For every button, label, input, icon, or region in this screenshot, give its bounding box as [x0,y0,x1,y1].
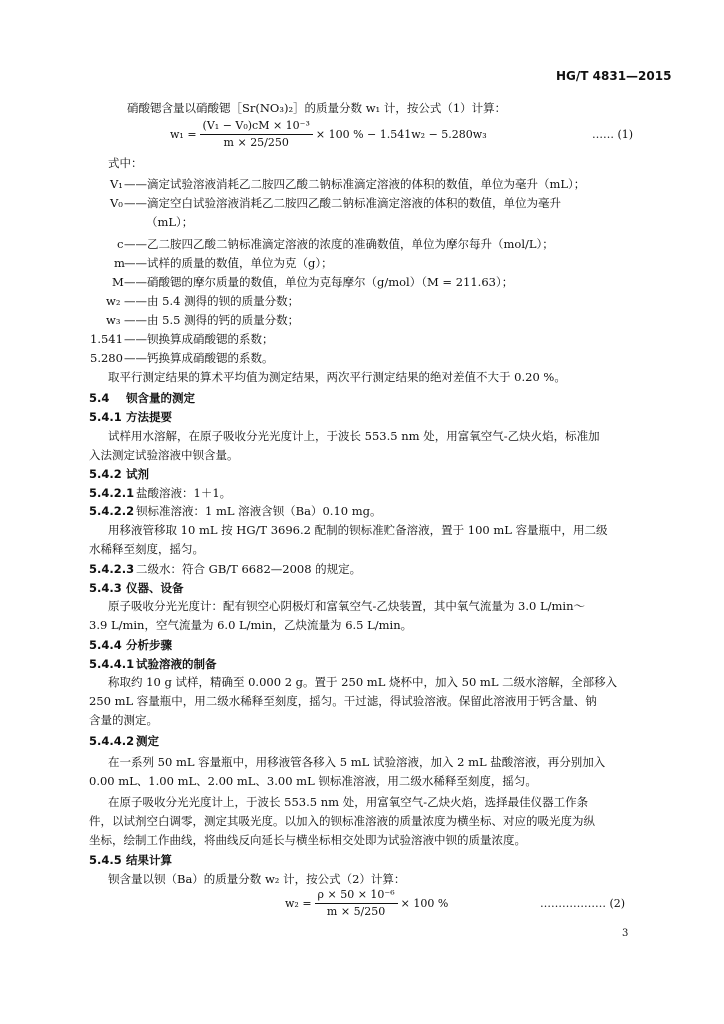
formula-2-number: ……………… (2) [540,897,626,910]
section-5-4-2-title: 试剂 [126,467,149,481]
paragraph-5-4-3-cont: 3.9 L/min，空气流量为 6.0 L/min，乙炔流量为 6.5 L/min。 [89,618,413,632]
def-text: ——钙换算成硝酸锶的系数。 [124,351,274,365]
section-5-4-2-3-text: 二级水：符合 GB/T 6682—2008 的规定。 [136,562,362,576]
def-text: ——试样的质量的数值，单位为克（g）； [124,256,333,270]
section-5-4-2-2-number: 5.4.2.2 [89,504,135,518]
def-text: ——乙二胺四乙酸二钠标准滴定溶液的浓度的准确数值，单位为摩尔每升（mol/L）； [124,237,554,251]
section-5-4-4-2-title: 测定 [136,734,159,748]
section-5-4-title: 钡含量的测定 [126,391,195,405]
def-symbol: w₂ [106,294,121,308]
formula-2-fraction [315,888,398,919]
def-symbol: m [114,256,125,270]
formula-1-fraction [200,119,313,150]
section-5-4-4-number: 5.4.4 [89,638,122,652]
standard-number: HG/T 4831—2015 [556,69,672,83]
formula-1-lhs: w₁ = [170,128,197,141]
paragraph-5-4-4-2a: 在一系列 50 mL 容量瓶中，用移液管各移入 5 mL 试验溶液，加入 2 mL 盐酸溶液，再分别加入 [108,755,606,769]
def-symbol: M [112,275,124,289]
def-symbol: V₀ [110,196,123,210]
def-text: ——钡换算成硝酸锶的系数； [124,332,274,346]
def-text: ——滴定空白试验溶液消耗乙二胺四乙酸二钠标准滴定溶液的体积的数值，单位为毫升 [124,196,561,210]
section-5-4-5-number: 5.4.5 [89,853,122,867]
paragraph-5-4-3: 原子吸收分光光度计：配有钡空心阴极灯和富氧空气-乙炔装置，其中氧气流量为 3.0 L/min～ [108,599,585,613]
formula-1-number: …… (1) [592,128,634,141]
section-5-4-1-title: 方法提要 [126,410,172,424]
formula-1 [170,119,487,150]
def-symbol: 5.280 [90,351,123,365]
parallel-result-note: 取平行测定结果的算术平均值为测定结果，两次平行测定结果的绝对差值不大于 0.20 %。 [108,370,566,384]
section-5-4-2-1-number: 5.4.2.1 [89,486,135,500]
section-5-4-3-number: 5.4.3 [89,581,122,595]
section-5-4-2-number: 5.4.2 [89,467,122,481]
paragraph-5-4-1-cont: 入法测定试验溶液中钡含量。 [89,448,239,462]
def-text: ——由 5.5 测得的钙的质量分数； [124,313,300,327]
section-5-4-1-number: 5.4.1 [89,410,122,424]
paragraph-5-4-2-2: 用移液管移取 10 mL 按 HG/T 3696.2 配制的钡标准贮备溶液，置于 100 mL 容量瓶中，用二级 [108,523,608,537]
page-number: 3 [622,928,629,939]
formula-2-denominator: m × 5/250 [326,905,386,918]
section-5-4-2-3-number: 5.4.2.3 [89,562,135,576]
section-5-4-2-2-text: 钡标准溶液：1 mL 溶液含钡（Ba）0.10 mg。 [136,504,382,518]
paragraph-5-4-4-2b-cont: 件，以试剂空白调零，测定其吸光度。以加入的钡标准溶液的质量浓度为横坐标、对应的吸光度为纵 [89,814,595,828]
formula-1-rest: × 100 % − 1.541w₂ − 5.280w₃ [315,128,487,141]
paragraph-5-4-2-2-cont: 水稀释至刻度，摇匀。 [89,542,204,556]
paragraph-5-4-1: 试样用水溶解，在原子吸收分光光度计上，于波长 553.5 nm 处，用富氧空气-乙炔火焰，标准加 [108,429,600,443]
def-symbol: V₁ [110,177,123,191]
paragraph-5-4-5: 钡含量以钡（Ba）的质量分数 w₂ 计，按公式（2）计算： [108,872,406,886]
paragraph-5-4-4-2a-cont: 0.00 mL、1.00 mL、2.00 mL、3.00 mL 钡标准溶液，用二级水稀释至刻度，摇匀。 [89,774,537,788]
paragraph-5-4-4-1-cont: 250 mL 容量瓶中，用二级水稀释至刻度，摇匀。干过滤，得试验溶液。保留此溶液用于钙含量、钠 [89,694,597,708]
def-text-continued: （mL）； [146,215,194,229]
section-5-4-3-title: 仪器、设备 [126,581,184,595]
formula-2-rest: × 100 % [400,897,449,910]
def-symbol: w₃ [106,313,121,327]
def-text: ——由 5.4 测得的钡的质量分数； [124,294,300,308]
formula-1-numerator: (V₁ − V₀)cM × 10⁻³ [200,119,313,135]
paragraph-5-4-4-1-cont: 含量的测定。 [89,713,158,727]
calc-intro: 硝酸锶含量以硝酸锶［Sr(NO₃)₂］的质量分数 w₁ 计，按公式（1）计算： [127,101,507,115]
def-symbol: 1.541 [90,332,123,346]
paragraph-5-4-4-2b-cont: 坐标，绘制工作曲线，将曲线反向延长与横坐标相交处即为试验溶液中钡的质量浓度。 [89,833,526,847]
section-5-4-4-1-title: 试验溶液的制备 [136,657,217,671]
section-5-4-4-2-number: 5.4.4.2 [89,734,135,748]
def-symbol: c [117,237,124,251]
section-5-4-4-1-number: 5.4.4.1 [89,657,135,671]
where-label: 式中： [108,156,143,170]
formula-2 [285,888,448,919]
def-text: ——滴定试验溶液消耗乙二胺四乙酸二钠标准滴定溶液的体积的数值，单位为毫升（mL）； [124,177,586,191]
section-5-4-2-1-text: 盐酸溶液：1＋1。 [136,486,232,500]
section-5-4-number: 5.4 [89,391,110,405]
paragraph-5-4-4-2b: 在原子吸收分光光度计上，于波长 553.5 nm 处，用富氧空气-乙炔火焰，选择最佳仪器工作条 [108,795,589,809]
formula-1-denominator: m × 25/250 [223,136,289,149]
paragraph-5-4-4-1: 称取约 10 g 试样，精确至 0.000 2 g。置于 250 mL 烧杯中，加入 50 mL 二级水溶解，全部移入 [108,675,618,689]
formula-2-lhs: w₂ = [285,897,312,910]
formula-2-numerator: ρ × 50 × 10⁻⁶ [315,888,398,904]
section-5-4-4-title: 分析步骤 [126,638,172,652]
def-text: ——硝酸锶的摩尔质量的数值，单位为克每摩尔（g/mol）（M = 211.63）； [124,275,514,289]
section-5-4-5-title: 结果计算 [126,853,172,867]
